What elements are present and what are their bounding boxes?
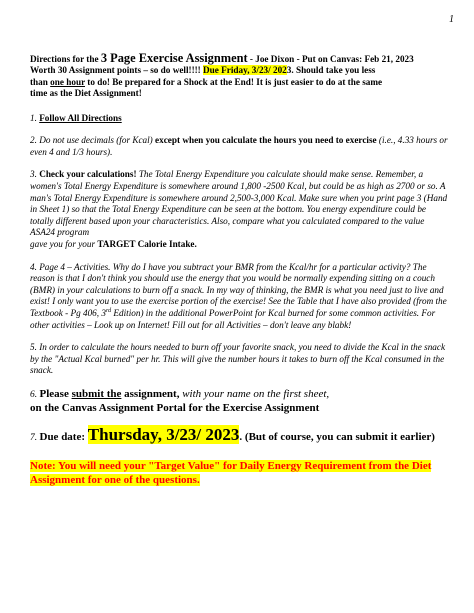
- item-7: [30, 424, 450, 446]
- item-number: 4.: [30, 261, 40, 272]
- item-number: 5.: [30, 342, 40, 353]
- ordinal-superscript: rd: [105, 307, 112, 314]
- item-number: 3.: [30, 169, 40, 180]
- name-first-sheet-text: with your name on the first sheet,: [182, 387, 330, 400]
- assignment-title: 3 Page Exercise Assignment: [100, 51, 248, 65]
- time-estimate-text: 3. Should take you less: [286, 65, 376, 76]
- header-text: Directions for the: [30, 54, 101, 64]
- page-number: 1: [449, 14, 454, 25]
- energy-expenditure-text: The Total Energy Expenditure you calculate should make sense. Remember, a women's Total Energy Expenditure is somewhere around 1,800 -2500 Kcal, but could be as high as 2700 or so. A man's Total Energy Expenditure is somewhere around 2,500-3,000 Kcal. Make sure when you print page 3 (Hand in Sheet 1) so that the Total Energy Expenditure can be seen at the bottom. You energy expenditure could be totally different based upon your characteristics. Also, compare what you calculated compared to the value ASA24 program: [30, 169, 448, 238]
- item-2: [30, 135, 450, 158]
- activities-text: Page 4 – Activities. Why do I have you subtract your BMR from the Kcal/hr for a particular activity? The reason is that I don't think you should use the energy that you would be normally expending sitting on a couch (BMR) in your calculations to burn off a snack. In my way of thinking, the BMR is what you need just to live and exist! I only want you to use the exercise portion of the exercise! See the Table that I have also provided (from the Textbook - Pg 406, 3: [30, 261, 447, 318]
- header-author-date: - Joe Dixon - Put on Canvas: Feb 21, 2023: [247, 54, 414, 64]
- header-paragraph: [30, 53, 450, 100]
- submit-earlier-text: . (But of course, you can submit it earlier): [239, 430, 435, 443]
- one-hour-text: one hour: [50, 76, 85, 87]
- document-body: [30, 53, 450, 487]
- item-number: 2.: [30, 135, 40, 146]
- note-text: Note: You will need your "Target Value" for Daily Energy Requirement from the Diet Assignment for one of the questions.: [30, 459, 432, 486]
- gave-you-text: gave you for your: [30, 238, 98, 249]
- canvas-portal-text: on the Canvas Assignment Portal for the Exercise Assignment: [30, 401, 320, 414]
- activities-text-cont: Edition) in the additional PowerPoint for Kcal burned for some common activities. For other activities – Look up on Internet! Fill out for all Activities – don't leave any blabk!: [30, 307, 436, 330]
- item-number: 1.: [30, 112, 40, 123]
- due-date-highlight: Due Friday, 3/23/ 202: [203, 65, 287, 76]
- decimal-example-text: (i.e., 4.33 hours or even 4 and 1/3 hours).: [30, 135, 448, 157]
- item-5: [30, 342, 450, 377]
- follow-directions-text: Follow All Directions: [39, 112, 122, 123]
- check-calculations-text: Check your calculations!: [39, 169, 137, 180]
- snack-hours-text: In order to calculate the hours needed to burn off your favorite snack, you need to divide the Kcal in the snack by the "Actual Kcal burned" per hr. This will give the number hours it takes to burn off the Kcal consumed in the snack.: [30, 342, 446, 376]
- item-3: [30, 169, 450, 250]
- target-value-note: [30, 459, 450, 487]
- diet-assignment-text: time as the Diet Assignment!: [30, 88, 142, 99]
- item-number: 7.: [30, 432, 40, 443]
- worth-points-text: Worth 30 Assignment points – so do well!!!!: [30, 65, 204, 76]
- due-date-highlight: Thursday, 3/23/ 2023: [87, 424, 240, 444]
- target-calorie-text: TARGET Calorie Intake.: [97, 238, 197, 249]
- header-text: than: [30, 76, 51, 87]
- item-1: [30, 113, 450, 125]
- shock-warning-text: to do! Be prepared for a Shock at the End! It is just easier to do at the same: [84, 76, 383, 87]
- item-6: [30, 388, 450, 415]
- item-4: [30, 262, 450, 332]
- no-decimals-text: Do not use decimals (for Kcal): [39, 135, 153, 146]
- submit-text: submit the: [71, 387, 122, 400]
- assignment-text: assignment,: [121, 387, 183, 400]
- due-date-label: Due date:: [39, 430, 88, 443]
- except-hours-text: except when you calculate the hours you need to exercise: [152, 135, 377, 146]
- please-text: Please: [39, 387, 72, 400]
- item-number: 6.: [30, 389, 40, 400]
